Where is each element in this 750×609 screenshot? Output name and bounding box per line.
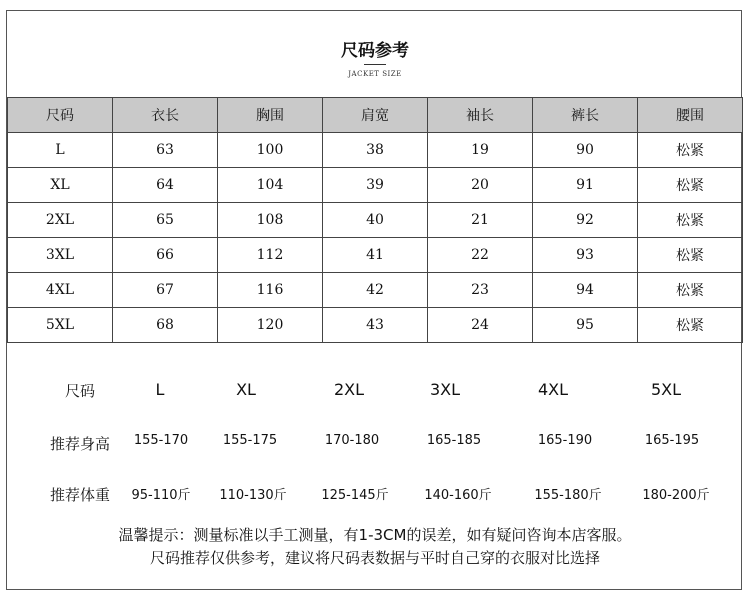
table-cell: 4XL: [8, 273, 113, 308]
table-cell: 95: [533, 308, 638, 343]
table-cell: 松紧: [638, 238, 743, 273]
recommend-height-value: 155-170: [133, 433, 189, 448]
table-row: [8, 133, 743, 168]
column-header: 肩宽: [323, 98, 428, 133]
table-cell: 22: [428, 238, 533, 273]
recommend-weight-label: 推荐体重: [49, 486, 111, 504]
table-cell: 91: [533, 168, 638, 203]
table-cell: 100: [218, 133, 323, 168]
recommend-height-value: 165-185: [426, 433, 482, 448]
recommend-size-value: XL: [236, 380, 256, 399]
recommend-size-value: L: [155, 380, 165, 399]
recommend-height-value: 165-195: [644, 433, 700, 448]
recommend-size-value: 2XL: [333, 380, 365, 399]
recommend-size-value: 4XL: [537, 380, 569, 399]
column-header: 袖长: [428, 98, 533, 133]
recommend-size-value: 5XL: [650, 380, 682, 399]
recommend-height-label: 推荐身高: [49, 435, 111, 453]
column-header: 裤长: [533, 98, 638, 133]
table-cell: 94: [533, 273, 638, 308]
notice-line-1: 温馨提示：测量标准以手工测量，有1-3CM的误差，如有疑问咨询本店客服。: [118, 526, 632, 544]
table-cell: 39: [323, 168, 428, 203]
table-cell: 松紧: [638, 133, 743, 168]
column-header: 胸围: [218, 98, 323, 133]
table-cell: 104: [218, 168, 323, 203]
table-row: [8, 168, 743, 203]
recommend-weight-value: 95-110斤: [131, 488, 191, 503]
recommend-size-value: 3XL: [429, 380, 461, 399]
table-cell: 40: [323, 203, 428, 238]
recommend-weight-value: 155-180斤: [534, 488, 602, 503]
column-header: 尺码: [8, 98, 113, 133]
notice-line-2: 尺码推荐仅供参考，建议将尺码表数据与平时自己穿的衣服对比选择: [149, 549, 600, 567]
chart-subtitle: JACKET SIZE: [348, 70, 402, 78]
table-cell: 松紧: [638, 168, 743, 203]
table-cell: 松紧: [638, 273, 743, 308]
title-divider: [364, 64, 386, 65]
table-cell: 108: [218, 203, 323, 238]
table-cell: 19: [428, 133, 533, 168]
table-cell: 24: [428, 308, 533, 343]
recommend-weight-value: 110-130斤: [219, 488, 287, 503]
table-cell: 90: [533, 133, 638, 168]
table-cell: 93: [533, 238, 638, 273]
table-cell: 67: [113, 273, 218, 308]
recommend-height-value: 155-175: [222, 433, 278, 448]
table-cell: 64: [113, 168, 218, 203]
table-cell: XL: [8, 168, 113, 203]
table-cell: 2XL: [8, 203, 113, 238]
table-row: [8, 203, 743, 238]
table-cell: 112: [218, 238, 323, 273]
table-cell: 5XL: [8, 308, 113, 343]
table-cell: 66: [113, 238, 218, 273]
table-row: [8, 308, 743, 343]
chart-title: 尺码参考: [341, 41, 409, 61]
table-cell: L: [8, 133, 113, 168]
table-cell: 松紧: [638, 203, 743, 238]
table-cell: 20: [428, 168, 533, 203]
recommend-weight-value: 140-160斤: [424, 488, 492, 503]
table-cell: 38: [323, 133, 428, 168]
recommend-size-label: 尺码: [64, 382, 96, 400]
table-header-row: [8, 98, 743, 133]
table-cell: 43: [323, 308, 428, 343]
table-row: [8, 273, 743, 308]
recommend-height-row: [0, 433, 750, 463]
table-cell: 42: [323, 273, 428, 308]
recommend-weight-value: 125-145斤: [321, 488, 389, 503]
recommend-height-value: 170-180: [324, 433, 380, 448]
recommend-weight-row: [0, 484, 750, 514]
table-cell: 68: [113, 308, 218, 343]
table-cell: 松紧: [638, 308, 743, 343]
size-table: [7, 97, 743, 343]
table-cell: 21: [428, 203, 533, 238]
table-cell: 65: [113, 203, 218, 238]
table-row: [8, 238, 743, 273]
recommend-size-row: [0, 380, 750, 410]
table-cell: 120: [218, 308, 323, 343]
table-cell: 63: [113, 133, 218, 168]
table-cell: 116: [218, 273, 323, 308]
recommend-height-value: 165-190: [537, 433, 593, 448]
column-header: 腰围: [638, 98, 743, 133]
column-header: 衣长: [113, 98, 218, 133]
table-cell: 3XL: [8, 238, 113, 273]
table-cell: 23: [428, 273, 533, 308]
table-cell: 92: [533, 203, 638, 238]
recommend-weight-value: 180-200斤: [642, 488, 710, 503]
table-cell: 41: [323, 238, 428, 273]
